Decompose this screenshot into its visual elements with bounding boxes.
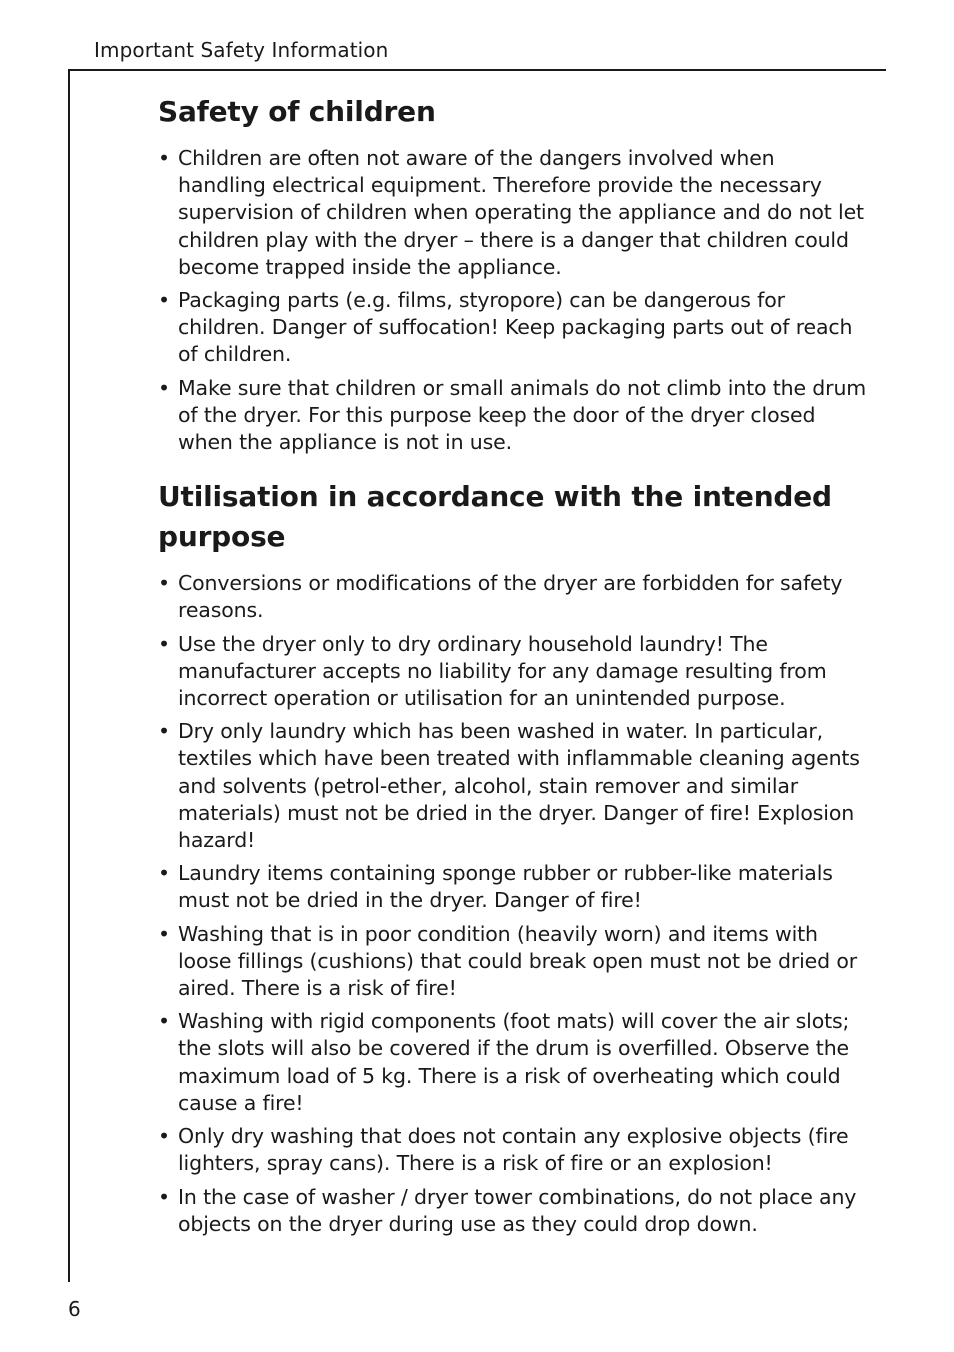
- list-item-text: Washing that is in poor condition (heavily worn) and items with loose fillings (cushions) that could break open must not be dried or aired. There is a risk of fire!: [178, 921, 858, 1001]
- list-item: [158, 921, 868, 1003]
- bullet-list-intended-purpose: [158, 570, 868, 1238]
- bullet-icon: •: [158, 146, 170, 170]
- list-item-text: Only dry washing that does not contain any explosive objects (fire lighters, spray cans). There is a risk of fire or an explosion!: [178, 1124, 849, 1176]
- list-item-text: Packaging parts (e.g. films, styropore) can be dangerous for children. Danger of suffocation! Keep packaging parts out of reach of children.: [178, 288, 853, 367]
- header-rule: [68, 69, 886, 71]
- bullet-icon: •: [158, 1009, 170, 1034]
- list-item: [158, 287, 868, 369]
- list-item-text: Washing with rigid components (foot mats) will cover the air slots; the slots will also be covered if the drum is overfilled. Observe the maximum load of 5 kg. There is a risk of overheating which could cause a fire!: [178, 1009, 850, 1115]
- list-item: [158, 375, 868, 457]
- list-item: [158, 1184, 868, 1238]
- list-item: [158, 631, 868, 713]
- bullet-icon: •: [158, 861, 170, 886]
- list-item: [158, 1008, 868, 1117]
- list-item-text: Children are often not aware of the dangers involved when handling electrical equipment. Therefore provide the necessary supervision of children when operating the appliance and do not let children play with the dryer – there is a danger that children could become trapped inside the appliance.: [178, 146, 864, 279]
- bullet-icon: •: [158, 1184, 170, 1209]
- list-item-text: In the case of washer / dryer tower combinations, do not place any objects on the dryer during use as they could drop down.: [178, 1184, 857, 1236]
- section-heading-intended-purpose: Utilisation in accordance with the intended purpose: [158, 480, 832, 554]
- bullet-icon: •: [158, 1124, 170, 1149]
- bullet-icon: •: [158, 288, 170, 313]
- bullet-icon: •: [158, 375, 170, 400]
- list-item-text: Laundry items containing sponge rubber or rubber-like materials must not be dried in the dryer. Danger of fire!: [178, 861, 833, 913]
- list-item: [158, 570, 868, 624]
- running-header: Important Safety Information: [94, 38, 389, 62]
- list-item: [158, 1123, 868, 1177]
- list-item-text: Conversions or modifications of the dryer are forbidden for safety reasons.: [178, 571, 843, 623]
- bullet-icon: •: [158, 631, 170, 656]
- bullet-icon: •: [158, 921, 170, 946]
- page-number: 6: [68, 1297, 81, 1321]
- bullet-list-safety-of-children: [158, 145, 868, 456]
- section-heading-safety-of-children: Safety of children: [158, 95, 436, 128]
- margin-rule: [68, 69, 70, 1282]
- list-item: [158, 860, 868, 914]
- list-item-text: Make sure that children or small animals do not climb into the drum of the dryer. For this purpose keep the door of the dryer closed when the appliance is not in use.: [178, 375, 867, 455]
- page-content: [158, 92, 868, 1244]
- list-item: [158, 718, 868, 854]
- bullet-icon: •: [158, 571, 170, 596]
- list-item: [158, 145, 868, 281]
- list-item-text: Dry only laundry which has been washed in water. In particular, textiles which have been treated with inflammable cleaning agents and solvents (petrol-ether, alcohol, stain remover and similar materials) must not be dried in the dryer. Danger of fire! Explosion hazard!: [178, 719, 860, 853]
- bullet-icon: •: [158, 719, 170, 744]
- list-item-text: Use the dryer only to dry ordinary household laundry! The manufacturer accepts no liability for any damage resulting from incorrect operation or utilisation for an unintended purpose.: [178, 631, 827, 711]
